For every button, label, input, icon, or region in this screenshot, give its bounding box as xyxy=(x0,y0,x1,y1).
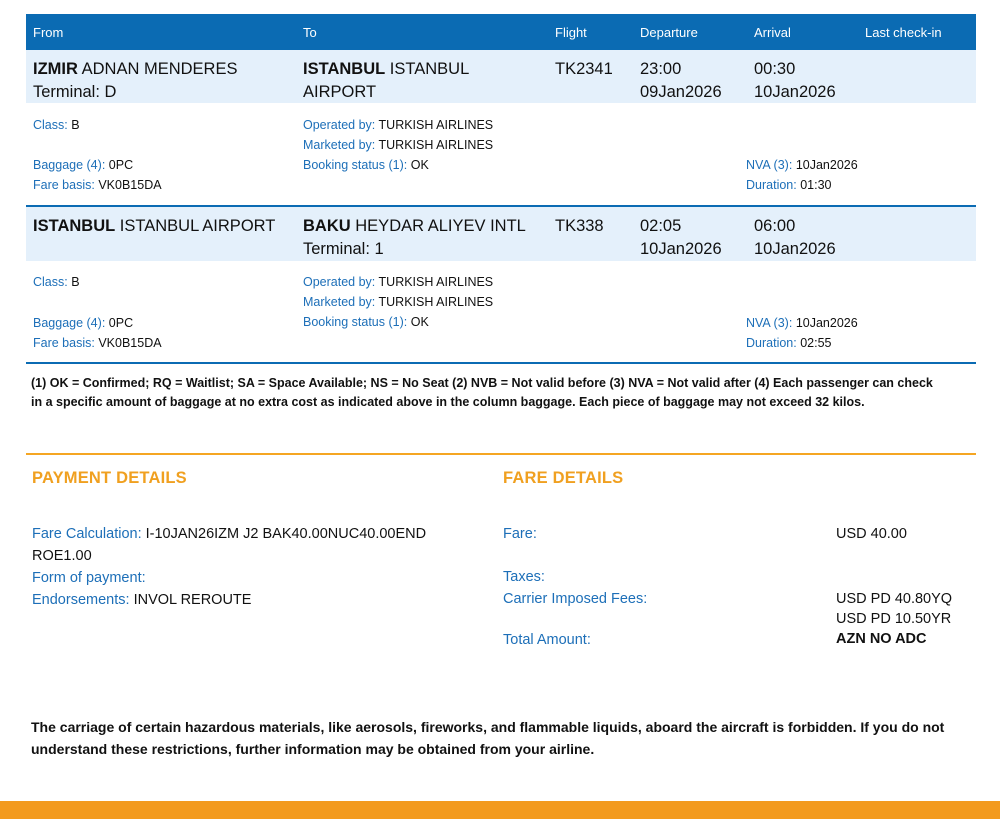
segment-1-flight: TK2341 xyxy=(555,60,613,78)
segment-1-fare-basis-value: VK0B15DA xyxy=(98,178,162,192)
segment-2-from xyxy=(33,215,275,238)
segment-2-to-city: BAKU xyxy=(303,217,351,235)
segment-2-dep-date: 10Jan2026 xyxy=(640,240,722,258)
segment-2-flight: TK338 xyxy=(555,217,604,235)
col-last-checkin-header: Last check-in xyxy=(865,25,942,40)
endorsements-value: INVOL REROUTE xyxy=(133,592,252,608)
fare-label: Fare xyxy=(503,526,533,542)
segment-1-marketed-value: TURKISH AIRLINES xyxy=(378,138,494,152)
segment-1-class: Class: B xyxy=(33,118,80,132)
segment-1-from xyxy=(33,58,237,104)
endorsements-label: Endorsements xyxy=(32,592,126,608)
segment-2-nva-label: NVA (3) xyxy=(746,316,789,330)
col-arrival-header: Arrival xyxy=(754,25,791,40)
segment-2-marketed-value: TURKISH AIRLINES xyxy=(378,295,494,309)
total-amount-value: AZN NO ADC xyxy=(836,631,927,647)
segment-1-from-airport: ADNAN MENDERES xyxy=(81,60,238,78)
segment-1-validity: NVA (3): 10Jan2026 Duration: 01:30 xyxy=(746,158,858,192)
segment-2-baggage-label: Baggage (4) xyxy=(33,316,102,330)
segment-2-carrier-info: Operated by: TURKISH AIRLINES Marketed by: TURKISH AIRLINES Booking status (1): OK xyxy=(303,275,494,329)
footer-bar xyxy=(0,801,1000,819)
segment-1-booking-label: Booking status (1) xyxy=(303,158,404,172)
segments-end-divider xyxy=(26,362,976,364)
fare-calc-label: Fare Calculation xyxy=(32,526,138,542)
segment-2-class-value: B xyxy=(71,275,80,289)
segment-1-departure xyxy=(640,58,722,104)
segment-2-booking-label: Booking status (1) xyxy=(303,315,404,329)
fare-label-row: Fare: xyxy=(503,526,537,542)
segment-1-carrier-info: Operated by: TURKISH AIRLINES Marketed by: TURKISH AIRLINES Booking status (1): OK xyxy=(303,118,494,172)
segment-1-dep-date: 09Jan2026 xyxy=(640,83,722,101)
segment-2-dep-time: 02:05 xyxy=(640,217,682,235)
segment-1-from-city: IZMIR xyxy=(33,60,78,78)
form-of-payment-label: Form of payment xyxy=(32,570,142,586)
segment-1-nva-label: NVA (3) xyxy=(746,158,789,172)
taxes-label: Taxes xyxy=(503,569,541,585)
segment-1-to-airport: ISTANBUL xyxy=(389,60,470,78)
segment-1-baggage-value: 0PC xyxy=(108,158,134,172)
segment-2-to-terminal: Terminal: 1 xyxy=(303,240,384,258)
segment-2-operated-label: Operated by xyxy=(303,275,372,289)
segment-1-to xyxy=(303,58,469,104)
carrier-fees-row: Carrier Imposed Fees: xyxy=(503,591,648,607)
payment-details: Fare Calculation: I-10JAN26IZM J2 BAK40.00NUC40.00END ROE1.00 Form of payment: Endorsements: INVOL REROUTE xyxy=(32,526,427,608)
carrier-fees-label: Carrier Imposed Fees xyxy=(503,591,644,607)
segment-2-booking-value: OK xyxy=(410,315,429,329)
segment-2-departure xyxy=(640,215,722,261)
segment-1-arr-date: 10Jan2026 xyxy=(754,83,836,101)
details-divider xyxy=(26,453,976,455)
taxes-row: Taxes: xyxy=(503,569,545,585)
segment-1-arr-time: 00:30 xyxy=(754,60,796,78)
segment-1-marketed-label: Marketed by xyxy=(303,138,372,152)
segment-1-fare-basis-label: Fare basis xyxy=(33,178,92,192)
segment-2-fare-basis-value: VK0B15DA xyxy=(98,336,162,350)
segment-2-validity: NVA (3): 10Jan2026 Duration: 02:55 xyxy=(746,316,858,350)
col-to-header: To xyxy=(303,25,317,40)
segment-1-duration-value: 01:30 xyxy=(800,178,832,192)
carrier-fees-values xyxy=(836,589,952,629)
segment-1-to-city: ISTANBUL xyxy=(303,60,386,78)
segment-1-arrival xyxy=(754,58,836,104)
segment-1-baggage-label: Baggage (4) xyxy=(33,158,102,172)
segment-2-duration-value: 02:55 xyxy=(800,336,832,350)
fare-value: USD 40.00 xyxy=(836,526,907,542)
fare-calc-value-cont: ROE1.00 xyxy=(32,548,92,564)
segment-1-operated-value: TURKISH AIRLINES xyxy=(378,118,494,132)
segment-2-from-airport: ISTANBUL AIRPORT xyxy=(119,217,276,235)
fare-calc-value: I-10JAN26IZM J2 BAK40.00NUC40.00END xyxy=(145,526,427,542)
segment-2-to xyxy=(303,215,526,261)
total-amount-label: Total Amount xyxy=(503,632,587,648)
segment-2-arrival xyxy=(754,215,836,261)
segment-1-nva-value: 10Jan2026 xyxy=(795,158,858,172)
status-legend: (1) OK = Confirmed; RQ = Waitlist; SA = Space Available; NS = No Seat (2) NVB = Not valid before (3) NVA = Not valid after (4) Each passenger can check in a specific amount of baggage at no extra cost as indicated above in the column baggage. Each piece of baggage may not exceed 32 kilos. xyxy=(31,376,933,409)
segment-2-fare-basis-label: Fare basis xyxy=(33,336,92,350)
segment-2-class-label: Class xyxy=(33,275,65,289)
segment-2-duration-label: Duration xyxy=(746,336,794,350)
segment-2-from-city: ISTANBUL xyxy=(33,217,116,235)
segment-1-class-label: Class xyxy=(33,118,65,132)
segment-2-class: Class: B xyxy=(33,275,80,289)
carrier-fee-yr: USD PD 10.50YR xyxy=(836,611,952,627)
segment-2-marketed-label: Marketed by xyxy=(303,295,372,309)
segment-2-nva-value: 10Jan2026 xyxy=(795,316,858,330)
segment-1-from-terminal: Terminal: D xyxy=(33,83,117,101)
hazardous-materials-notice: The carriage of certain hazardous materials, like aerosols, fireworks, and flammable liquids, aboard the aircraft is forbidden. If you do not understand these restrictions, further information may be obtained from your airline. xyxy=(31,719,945,757)
payment-details-title: PAYMENT DETAILS xyxy=(32,469,187,487)
carrier-fee-yq: USD PD 40.80YQ xyxy=(836,591,953,607)
segment-2-operated-value: TURKISH AIRLINES xyxy=(378,275,494,289)
segment-1-booking-value: OK xyxy=(410,158,429,172)
col-from-header: From xyxy=(33,25,64,40)
col-flight-header: Flight xyxy=(555,25,587,40)
segment-2-arr-time: 06:00 xyxy=(754,217,796,235)
segment-1-class-value: B xyxy=(71,118,80,132)
segment-2-to-airport: HEYDAR ALIYEV INTL xyxy=(355,217,526,235)
segment-2-arr-date: 10Jan2026 xyxy=(754,240,836,258)
segment-1-operated-label: Operated by xyxy=(303,118,372,132)
segment-2-baggage-value: 0PC xyxy=(108,316,134,330)
itinerary-header xyxy=(26,14,976,50)
col-departure-header: Departure xyxy=(640,25,698,40)
segment-1-to-airport-line2: AIRPORT xyxy=(303,83,377,101)
segment-1-baggage-fare: Baggage (4): 0PC Fare basis: VK0B15DA xyxy=(33,158,162,192)
segment-1-duration-label: Duration xyxy=(746,178,794,192)
segment-1-dep-time: 23:00 xyxy=(640,60,682,78)
fare-details-title: FARE DETAILS xyxy=(503,469,624,487)
total-amount-row: Total Amount: xyxy=(503,632,591,648)
segment-2-baggage-fare: Baggage (4): 0PC Fare basis: VK0B15DA xyxy=(33,316,162,350)
